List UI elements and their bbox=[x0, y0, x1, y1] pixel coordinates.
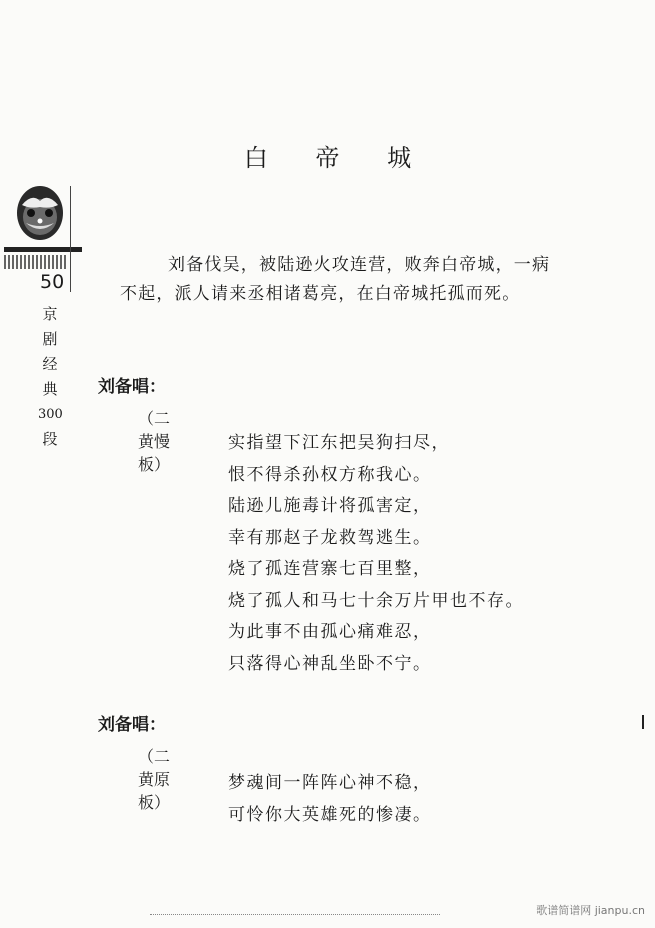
aria-section-2 bbox=[98, 710, 432, 825]
lyric-line: 只落得心神乱坐卧不宁。 bbox=[228, 653, 432, 674]
lyric-line: 恨不得杀孙权方称我心。 bbox=[228, 464, 432, 485]
lyric-line: 梦魂间一阵阵心神不稳， bbox=[228, 773, 432, 793]
book-title-char: 典 bbox=[42, 380, 58, 398]
lyric-line: 实指望下江东把吴狗扫尽， bbox=[228, 433, 450, 453]
lyric-line: 为此事不由孤心痛难忍， bbox=[228, 622, 432, 642]
margin-mark bbox=[642, 715, 644, 729]
page-number: 50 bbox=[40, 271, 65, 293]
page-title: 白 帝 城 bbox=[243, 144, 432, 172]
opera-mask-icon bbox=[14, 183, 66, 243]
intro-paragraph: 刘备伐吴，被陆逊火攻连营，败奔白帝城，一病不起，派人请来丞相诸葛亮，在白帝城托孤而死。 bbox=[120, 255, 551, 304]
mode-label: （二黄原板） bbox=[138, 747, 171, 812]
book-title-char: 京 bbox=[42, 305, 58, 323]
margin-vertical-rule bbox=[70, 186, 71, 292]
lyric-line: 烧了孤连营寨七百里整， bbox=[228, 559, 432, 579]
mode-label: （二黄慢板） bbox=[138, 409, 171, 474]
lyric-line: 幸有那赵子龙救驾逃生。 bbox=[228, 527, 432, 548]
book-title-char: 段 bbox=[42, 430, 58, 448]
ornament-dots bbox=[4, 255, 68, 269]
lyrics-block bbox=[228, 428, 524, 680]
lyric-line: 烧了孤人和马七十余万片甲也不存。 bbox=[228, 590, 524, 611]
watermark: 歌谱简谱网 jianpu.cn bbox=[536, 904, 645, 917]
book-title-char: 300 bbox=[38, 407, 63, 422]
book-title-char: 经 bbox=[42, 355, 58, 373]
book-title-char: 剧 bbox=[42, 330, 58, 348]
footer-rule bbox=[150, 914, 440, 915]
aria-section-1 bbox=[98, 372, 524, 674]
lyric-line: 可怜你大英雄死的惨凄。 bbox=[228, 804, 432, 825]
book-title-vertical bbox=[38, 302, 62, 452]
lyrics-block bbox=[228, 768, 432, 831]
speaker-label: 刘备唱： bbox=[98, 715, 166, 735]
speaker-label: 刘备唱： bbox=[98, 377, 166, 397]
lyric-line: 陆逊儿施毒计将孤害定， bbox=[228, 496, 432, 516]
